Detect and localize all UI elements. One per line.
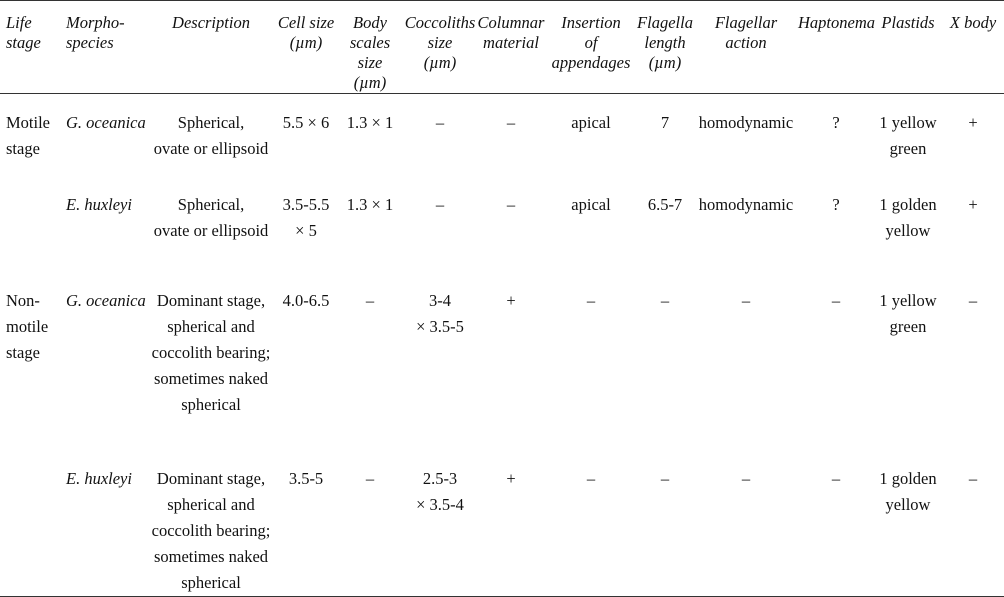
cell-coccoliths: – [435,113,445,132]
cell-description: Dominant stage, spherical and coccolith bearing; sometimes naked spherical [151,290,271,414]
cell-flagellar-action: homodynamic [698,113,794,132]
table-row [0,418,1004,597]
header-row [0,1,1004,94]
header-plastids: Plastids [874,1,942,94]
cell-plastids: 1 yellow green [879,290,937,336]
cell-life-stage [0,418,60,597]
cell-description: Spherical, ovate or ellipsoid [153,113,269,158]
cell-life-stage: Non- motile stage [6,290,49,362]
cell-life-stage: Motile stage [6,113,50,158]
cell-insertion: apical [571,113,611,132]
table-row [0,94,1004,170]
cell-flagellar-action: homodynamic [698,194,794,214]
header-body-scales-size: Body scales size (µm) [336,1,404,94]
table-row [0,250,1004,418]
cell-plastids: 1 golden yellow [879,194,937,240]
cell-coccoliths: – [435,194,445,214]
cell-insertion: – [586,290,596,310]
table-row [0,170,1004,250]
header-description: Description [146,1,276,94]
cell-columnar: + [506,290,516,310]
cell-body-scales: 1.3 × 1 [346,194,394,214]
cell-species: E. huxleyi [60,418,146,597]
cell-flagella-length: – [660,290,670,310]
cell-species: G. oceanica [66,113,146,132]
cell-x-body: – [968,290,978,310]
cell-columnar: – [506,194,516,214]
header-life-stage: Life stage [0,1,60,94]
cell-body-scales: – [336,418,404,597]
cell-species: G. oceanica [66,290,146,310]
cell-flagellar-action: – [741,290,751,310]
cell-haptonema: ? [832,113,840,132]
cell-body-scales: – [365,290,375,310]
cell-description: Dominant stage, spherical and coccolith bearing; sometimes naked spherical [146,418,276,597]
cell-cell-size: 3.5-5.5 × 5 [282,194,330,240]
cell-flagella-length: 6.5-7 [647,194,683,214]
header-flagellar-action: Flagellar action [694,1,798,94]
cell-haptonema: ? [832,194,840,214]
cell-flagella-length: – [636,418,694,597]
cell-haptonema: – [831,290,841,310]
cell-cell-size: 5.5 × 6 [282,113,330,132]
cell-haptonema: – [798,418,874,597]
header-flagella-length: Flagella length (µm) [636,1,694,94]
cell-flagella-length: 7 [660,113,670,132]
cell-insertion: apical [571,194,611,214]
header-columnar-material: Columnar material [476,1,546,94]
cell-species: E. huxleyi [66,194,132,214]
header-x-body: X body [942,1,1004,94]
cell-cell-size: 3.5-5 [276,418,336,597]
cell-flagellar-action: – [694,418,798,597]
cell-x-body: + [968,113,978,132]
header-cell-size: Cell size (µm) [276,1,336,94]
cell-columnar: – [506,113,516,132]
cell-insertion: – [546,418,636,597]
header-haptonema: Haptonema [798,1,874,94]
cell-life-stage [0,170,60,250]
cell-body-scales: 1.3 × 1 [346,113,394,132]
header-insertion-of-appendages: Insertion of appendages [546,1,636,94]
cell-description: Spherical, ovate or ellipsoid [153,194,269,240]
cell-plastids: 1 yellow green [879,113,937,158]
cell-plastids: 1 golden yellow [874,418,942,597]
header-morpho-species: Morpho- species [60,1,146,94]
cell-x-body: + [968,194,978,214]
cell-columnar: + [476,418,546,597]
header-coccoliths-size: Coccoliths size (µm) [404,1,476,94]
cell-cell-size: 4.0-6.5 [282,290,330,310]
cell-x-body: – [942,418,1004,597]
cell-coccoliths: 2.5-3 × 3.5-4 [404,418,476,597]
cell-coccoliths: 3-4 × 3.5-5 [416,290,464,336]
